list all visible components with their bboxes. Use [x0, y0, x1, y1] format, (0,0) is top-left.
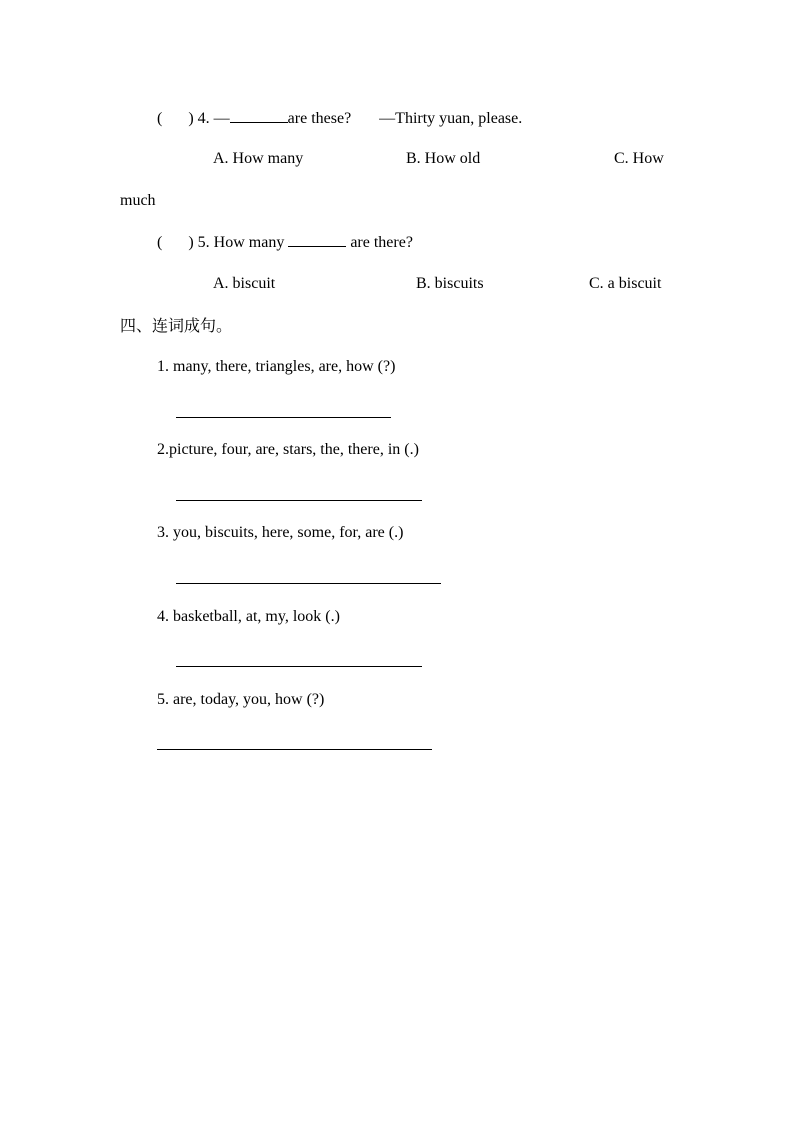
answer-line-5[interactable] [157, 749, 432, 750]
dialogue-dash: — [213, 110, 230, 127]
section-title: 四、连词成句。 [120, 316, 233, 335]
option-b[interactable]: B. biscuits [416, 275, 484, 292]
sentence-item-2: 2.picture, four, are, stars, the, there, in (.) [157, 441, 419, 458]
question-text: are there? [350, 234, 413, 251]
answer-paren-open: ( [157, 110, 163, 127]
option-c[interactable]: C. How [614, 150, 664, 167]
answer-line-3[interactable] [176, 583, 441, 584]
sentence-item-5: 5. are, today, you, how (?) [157, 691, 325, 708]
reply-text: Thirty yuan, please. [395, 110, 523, 127]
option-c[interactable]: C. a biscuit [589, 275, 662, 292]
answer-line-4[interactable] [176, 666, 422, 667]
question-number: 4. [197, 110, 210, 127]
question-text: are these? [287, 110, 352, 127]
option-a[interactable]: A. biscuit [213, 275, 276, 292]
fill-blank[interactable] [288, 232, 346, 247]
sentence-item-3: 3. you, biscuits, here, some, for, are (.) [157, 524, 404, 541]
question-5 [157, 232, 413, 253]
question-text: How many [213, 234, 285, 251]
answer-paren-close: ) [188, 234, 194, 251]
sentence-item-4: 4. basketball, at, my, look (.) [157, 608, 340, 625]
option-c-wrap: much [120, 192, 156, 209]
dialogue-dash: — [379, 110, 396, 127]
option-b[interactable]: B. How old [406, 150, 481, 167]
option-a[interactable]: A. How many [213, 150, 304, 167]
answer-line-1[interactable] [176, 417, 391, 418]
answer-paren-close: ) [188, 110, 194, 127]
fill-blank[interactable] [230, 108, 288, 123]
question-number: 5. [197, 234, 210, 251]
answer-paren-open: ( [157, 234, 163, 251]
sentence-item-1: 1. many, there, triangles, are, how (?) [157, 358, 396, 375]
question-4 [157, 108, 522, 129]
answer-line-2[interactable] [176, 500, 422, 501]
